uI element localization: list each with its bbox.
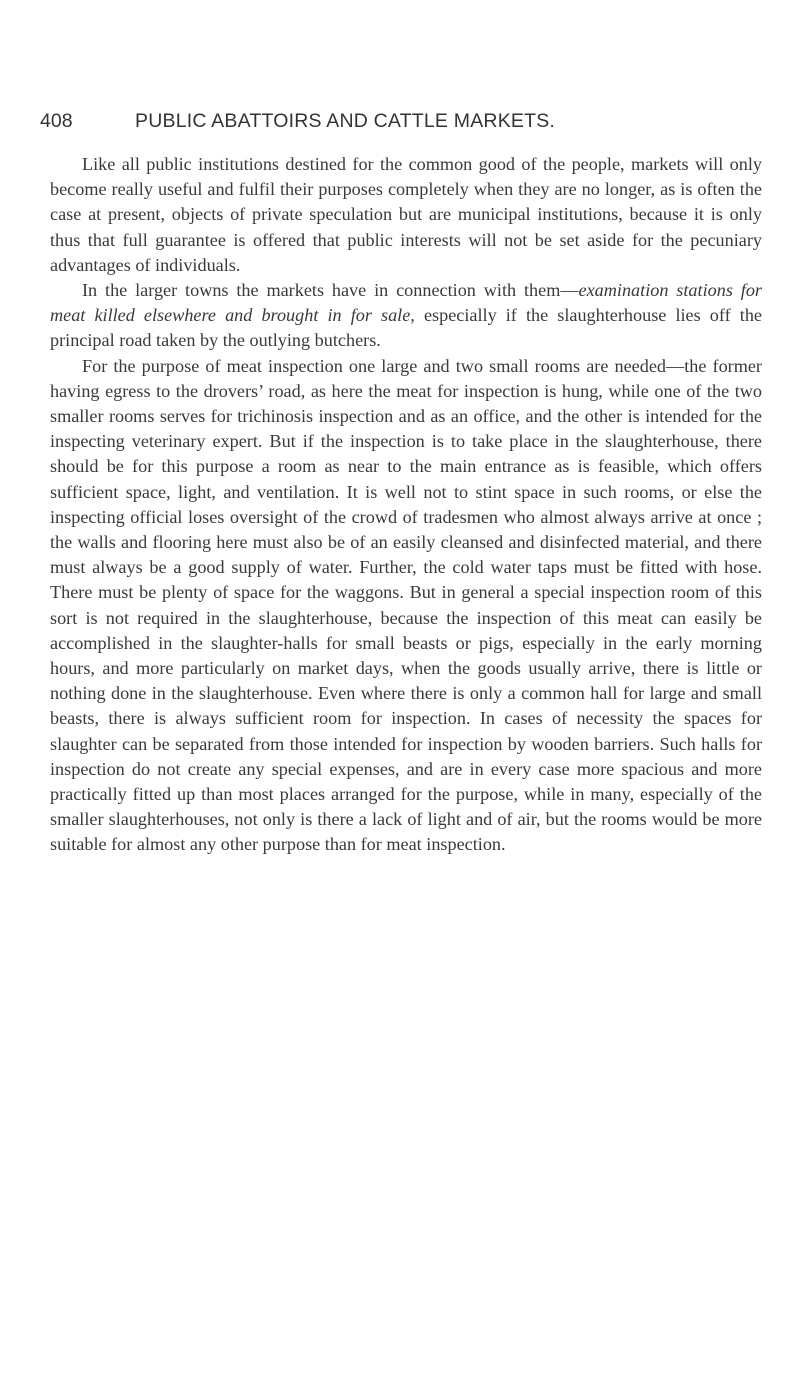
italic-phrase-examination-stations: examination stations for meat killed elsewhere and brought in for sale, bbox=[50, 280, 762, 326]
page-number: 408 bbox=[40, 110, 73, 132]
paragraph-examination-stations-intro: In the larger towns the markets have in connection with them— bbox=[82, 280, 579, 301]
running-title: PUBLIC ABATTOIRS AND CATTLE MARKETS. bbox=[135, 110, 556, 132]
page-header bbox=[40, 110, 680, 138]
body-text bbox=[50, 152, 762, 858]
paragraph-meat-inspection: For the purpose of meat inspection one large and two small rooms are needed—the former having egress to the drovers’ road, as here the meat for inspection is hung, while one of the two smaller rooms serves for trichinosis inspection and as an office, and the other is intended for the inspecting veterinary expert. But if the inspection is to take place in the slaughterhouse, there should be for this purpose a room as near to the main entrance as is feasible, which offers sufficient space, light, and ventilation. It is well not to stint space in such rooms, or else the inspecting official loses oversight of the crowd of tradesmen who almost always arrive at once ; the walls and flooring here must also be of an easily cleansed and disinfected material, and there must always be a good supply of water. Further, the cold water taps must be fitted with hose. There must be plenty of space for the waggons. But in general a special inspection room of this sort is not required in the slaughterhouse, because the inspection of this meat can easily be accomplished in the slaughter-halls for small beasts or pigs, especially in the early morning hours, and more particularly on market days, when the goods usually arrive, there is little or nothing done in the slaughterhouse. Even where there is only a common hall for large and small beasts, there is always sufficient room for inspection. In cases of necessity the spaces for slaughter can be separated from those intended for inspection by wooden barriers. Such halls for inspection do not create any special expenses, and are in every case more spacious and more practically fitted up than most places arranged for the purpose, while in many, especially of the smaller slaughterhouses, not only is there a lack of light and of air, but the rooms would be more suitable for almost any other purpose than for meat inspection. bbox=[50, 355, 762, 855]
paragraph-public-institutions: Like all public institutions destined for the common good of the people, markets will only become really useful and fulfil their purposes completely when they are no longer, as is often the case at present, objects of private speculation but are municipal institutions, because it is only thus that full guarantee is offered that public interests will not be set aside for the pecuniary advantages of individuals. bbox=[50, 154, 762, 275]
paragraph-examination-stations-rest: especially if the slaughterhouse lies off the principal road taken by the outlying butchers. bbox=[50, 305, 762, 351]
paragraph-examination-stations bbox=[50, 278, 762, 354]
